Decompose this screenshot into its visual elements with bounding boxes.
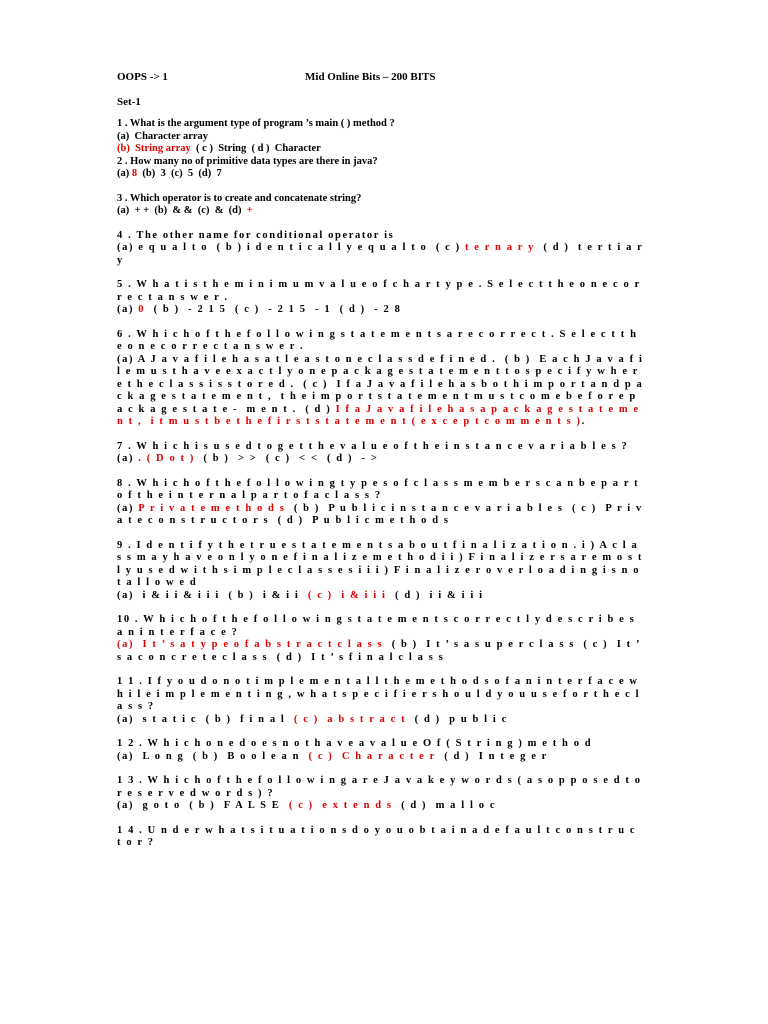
- option-text: (a) L o n g ( b ) B o o l e a n: [117, 750, 309, 762]
- correct-answer: ( c ) i & i i i: [307, 589, 387, 601]
- answer-options: [117, 168, 645, 181]
- option-text: ( d ) i i & i i i: [386, 589, 484, 601]
- question-block: [117, 775, 645, 813]
- correct-answer: ( c ) a b s t r a c t: [293, 713, 407, 725]
- option-text: (a): [117, 502, 139, 514]
- question-block: [117, 676, 645, 726]
- answer-options: [117, 714, 645, 727]
- option-text: (a) g o t o ( b ) F A L S E: [117, 800, 289, 811]
- question-text: 1 2 . W h i c h o n e d o e s n o t h a v e a v a l u e O f ( S t r i n g ) m e t h o d: [117, 738, 593, 749]
- option-text: ( d ) p u b l i c: [406, 713, 508, 725]
- answer-options: [117, 143, 645, 156]
- correct-answer: ( c ) C h a r a c t e r: [308, 750, 436, 762]
- option-text: (a) s t a t i c ( b ) f i n a l: [117, 713, 294, 725]
- header-title: Mid Online Bits – 200 BITS: [305, 71, 436, 83]
- answer-options: [117, 304, 645, 317]
- option-text: (b) 3 (c) 5 (d) 7: [137, 168, 222, 179]
- answer-options: [117, 502, 648, 528]
- option-text: ( b ) - 2 1 5 ( c ) - 2 1 5 - 1 ( d ) - 2 8: [145, 304, 402, 315]
- option-text: ( c ) String ( d ) Character: [190, 143, 321, 154]
- question-text: 3 . Which operator is to create and concatenate string?: [117, 192, 362, 204]
- option-text: (a) e q u a l t o ( b ) i d e n t i c a l l y e q u a l t o ( c ): [117, 242, 465, 253]
- option-text: ( d ) I n t e g e r: [435, 750, 548, 762]
- question-block: [117, 156, 645, 181]
- question-text: 1 1 . I f y o u d o n o t i m p l e m e n t a l l t h e m e t h o d s o f a n i n t e r f a c e w h i l e i m p l e m e n t i n g , w h a t s p e c i f i e r s h o u l d y o u u s e f o r t h e c l a s s ?: [117, 676, 641, 712]
- answer-options: [117, 590, 645, 603]
- option-text: (a) + + (b) & & (c) & (d): [117, 205, 247, 216]
- option-text: ( b ) I t ’ s a s u p e r c l a s s ( c ) I t ’ s a c o n c r e t e c l a s s ( d ) I t ’ s f i n a l c l a s s: [117, 639, 645, 663]
- correct-answer: (a) I t ’ s a t y p e o f a b s t r a c t c l a s s: [117, 639, 384, 650]
- answer-options: [117, 205, 645, 218]
- option-text: .: [581, 416, 586, 427]
- question-block: [117, 441, 645, 466]
- question-block: [117, 825, 645, 850]
- question-block: [117, 118, 645, 156]
- correct-answer: (b) String array: [117, 143, 191, 154]
- question-block: [117, 738, 645, 763]
- question-block: [117, 477, 648, 528]
- option-text: ( d ) m a l l o c: [392, 800, 497, 811]
- answer-options: [117, 751, 645, 764]
- question-text: 4 . The other name for conditional operator is: [117, 229, 395, 241]
- answer-options: [117, 242, 648, 267]
- question-text: 2 . How many no of primitive data types are there in java?: [117, 155, 378, 167]
- correct-answer: ( c ) e x t e n d s: [288, 800, 393, 811]
- option-text: (a): [117, 304, 139, 315]
- option-text: (a): [117, 453, 139, 464]
- question-list: [117, 118, 648, 862]
- question-text: 1 3 . W h i c h o f t h e f o l l o w i n g a r e J a v a k e y w o r d s ( a s o p p o s e d t o r e s e r v e d w o r d s ) ?: [117, 775, 642, 799]
- question-text: 5 . W h a t i s t h e m i n i m u m v a l u e o f c h a r t y p e . S e l e c t t h e o n e c o r r e c t a n s w e r .: [117, 279, 641, 303]
- correct-answer: 8: [131, 168, 138, 179]
- question-text: 10 . W h i c h o f t h e f o l l o w i n g s t a t e m e n t s c o r r e c t l y d e s c r i b e s a n i n t e r f a c e ?: [117, 614, 636, 638]
- question-text: 6 . W h i c h o f t h e f o l l o w i n g s t a t e m e n t s a r e c o r r e c t . S e l e c t t h e o n e c o r r e c t a n s w e r .: [117, 328, 638, 352]
- question-block: [117, 229, 648, 268]
- answer-options: [117, 639, 645, 664]
- question-block: [117, 279, 645, 317]
- question-block: [117, 540, 645, 603]
- question-text: 9 . I d e n t i f y t h e t r u e s t a t e m e n t s a b o u t f i n a l i z a t i o n . i ) A c l a s s m a y h a v e o n l y o n e f i n a l i z e m e t h o d i i ) F i n a l i z e r s a r e m o s t l y u s e d w i t h s i m p l e c l a s s e s i i i ) F i n a l i z e r o v e r l o a d i n g i s n o t a l l o w e d: [117, 539, 643, 588]
- option-text: (a) i & i i & i i i ( b ) i & i i: [117, 589, 308, 601]
- question-text: 7 . W h i c h i s u s e d t o g e t t h e v a l u e o f t h e i n s t a n c e v a r i a b l e s ?: [117, 440, 629, 452]
- set-label: Set-1: [117, 96, 141, 108]
- answer-options: [117, 453, 645, 466]
- header-left: OOPS -> 1: [117, 71, 168, 83]
- question-block: [117, 328, 648, 429]
- question-text: 1 . What is the argument type of program ’s main ( ) method ?: [117, 118, 395, 129]
- correct-answer: P r i v a t e m e t h o d s: [138, 502, 286, 514]
- question-text: 8 . W h i c h o f t h e f o l l o w i n g t y p e s o f c l a s s m e m b e r s c a n b e p a r t o f t h e i n t e r n a l p a r t o f a c l a s s ?: [117, 477, 640, 501]
- option-text: ( b ) P u b l i c i n s t a n c e v a r i a b l e s ( c ) P r i v a t e c o n s t r u c t o r s ( d ) P u b l i c m e t h o d s: [117, 502, 648, 526]
- correct-answer: . ( D o t ): [138, 453, 195, 464]
- option-text: (a) A J a v a f i l e h a s a t l e a s t o n e c l a s s d e f i n e d . ( b ) E a c h J a v a f i l e m u s t h a v e e x a c t l y o n e p a c k a g e s t a t e m e n t t o s p e c i f y w h e r e t h e c l a s s i s s t o r e d . ( c ) I f a J a v a f i l e h a s b o t h i m p o r t a n d p a c k a g e s t a t e m e n t , t h e i m p o r t s t a t e m e n t m u s t c o m e b e f o r e p a c k a g e s t a t e - m e n t . ( d ): [117, 353, 648, 415]
- correct-answer: I f a J a v a f i l e h a s a p a c k a g e s t a t e m e n t , i t m u s t b e t h e f i r s t s t a t e m e n t ( e x c e p t c o m m e n t s ): [117, 403, 644, 427]
- correct-answer: +: [246, 205, 253, 216]
- option-text: (a): [117, 168, 132, 179]
- correct-answer: t e r n a r y: [464, 242, 535, 253]
- correct-answer: 0: [138, 304, 146, 315]
- question-block: [117, 614, 645, 664]
- answer-options: [117, 800, 645, 813]
- option-text: (a) Character array: [117, 130, 209, 142]
- question-block: [117, 193, 645, 218]
- question-text: 1 4 . U n d e r w h a t s i t u a t i o n s d o y o u o b t a i n a d e f a u l t c o n s t r u c t o r ?: [117, 824, 637, 848]
- answer-options: [117, 353, 648, 429]
- option-text: ( d ) t e r t i a r y: [117, 242, 648, 266]
- option-text: ( b ) > > ( c ) < < ( d ) - >: [194, 453, 379, 464]
- answer-options: [117, 131, 645, 144]
